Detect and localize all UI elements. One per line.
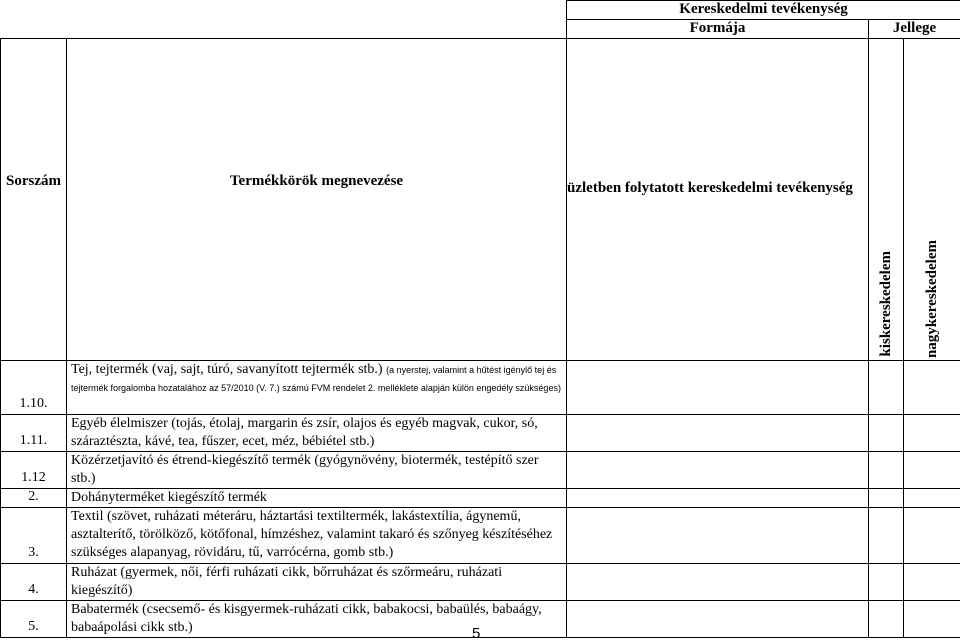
commerce-header: Kereskedelmi tevékenység (567, 1, 960, 20)
store-activity-cell (567, 489, 869, 508)
row-description: Babatermék (csecsemő- és kisgyermek-ruházati cikk, babakocsi, babaülés, babaágy, babaápolási cikk stb.) (67, 601, 567, 638)
retail-cell (869, 564, 904, 601)
table-row (1, 452, 960, 489)
row-description: Közérzetjavító és étrend-kiegészítő termék (gyógynövény, biotermék, testépítő szer stb.) (67, 452, 567, 489)
row-description: Dohányterméket kiegészítő termék (67, 489, 567, 508)
store-activity-cell (567, 361, 869, 415)
row-number: 1.10. (1, 361, 67, 415)
wholesale-header: nagykereskedelem (924, 240, 941, 358)
table-row (1, 564, 960, 601)
store-activity-cell (567, 415, 869, 452)
row-number: 1.12 (1, 452, 67, 489)
row-number: 4. (1, 564, 67, 601)
retail-cell (869, 601, 904, 638)
store-activity-cell (567, 601, 869, 638)
header-blank (1, 1, 567, 39)
row-number: 1.11. (1, 415, 67, 452)
product-groups-header: Termékkörök megnevezése (67, 39, 567, 361)
nature-header: Jellege (869, 20, 960, 39)
table-row (1, 508, 960, 564)
row-text: Tej, tejtermék (vaj, sajt, túró, savanyított tejtermék stb.) (71, 362, 383, 377)
retail-cell (869, 489, 904, 508)
retail-cell (869, 361, 904, 415)
row-note: (a nyerstej, valamint a hűtést igénylő tej és tejtermék forgalomba hozatalához az 57/2010 (V. 7.) számú FVM rendelet 2. melléklete alapján külön engedély szükséges) (71, 365, 561, 393)
retail-cell (869, 415, 904, 452)
store-spacer (567, 39, 869, 361)
retail-cell (869, 452, 904, 489)
row-number: 2. (1, 489, 67, 508)
wholesale-cell (904, 361, 960, 415)
page-number: 5 (472, 625, 480, 642)
wholesale-cell (904, 601, 960, 638)
row-description: Egyéb élelmiszer (tojás, étolaj, margarin és zsír, olajos és egyéb magvak, cukor, só, száraztészta, kávé, tea, fűszer, ecet, méz, bébiétel stb.) (67, 415, 567, 452)
store-activity-header: üzletben folytatott kereskedelmi tevékenység (567, 180, 853, 197)
form-header: Formája (567, 20, 869, 39)
row-description (67, 361, 567, 415)
wholesale-cell (904, 489, 960, 508)
row-description: Ruházat (gyermek, női, férfi ruházati cikk, bőrruházat és szőrmeáru, ruházati kiegészítő) (67, 564, 567, 601)
wholesale-header-cell (904, 39, 960, 361)
wholesale-cell (904, 564, 960, 601)
wholesale-cell (904, 452, 960, 489)
store-activity-cell (567, 452, 869, 489)
retail-cell (869, 508, 904, 564)
table-row (1, 361, 960, 415)
table-row (1, 415, 960, 452)
wholesale-cell (904, 415, 960, 452)
number-header: Sorszám (1, 39, 67, 361)
table-row (1, 489, 960, 508)
wholesale-cell (904, 508, 960, 564)
store-activity-cell (567, 564, 869, 601)
row-number: 3. (1, 508, 67, 564)
row-description: Textil (szövet, ruházati méteráru, háztartási textiltermék, lakástextília, ágynemű, asztalterítő, törölköző, kötőfonal, hímzéshez, valamint takaró és szőnyeg készítéséhez szükséges alapanyag, rövidáru, tű, varrócérna, gomb stb.) (67, 508, 567, 564)
retail-header-cell (869, 39, 904, 361)
store-activity-cell (567, 508, 869, 564)
row-number: 5. (1, 601, 67, 638)
retail-header: kiskereskedelem (878, 251, 895, 357)
